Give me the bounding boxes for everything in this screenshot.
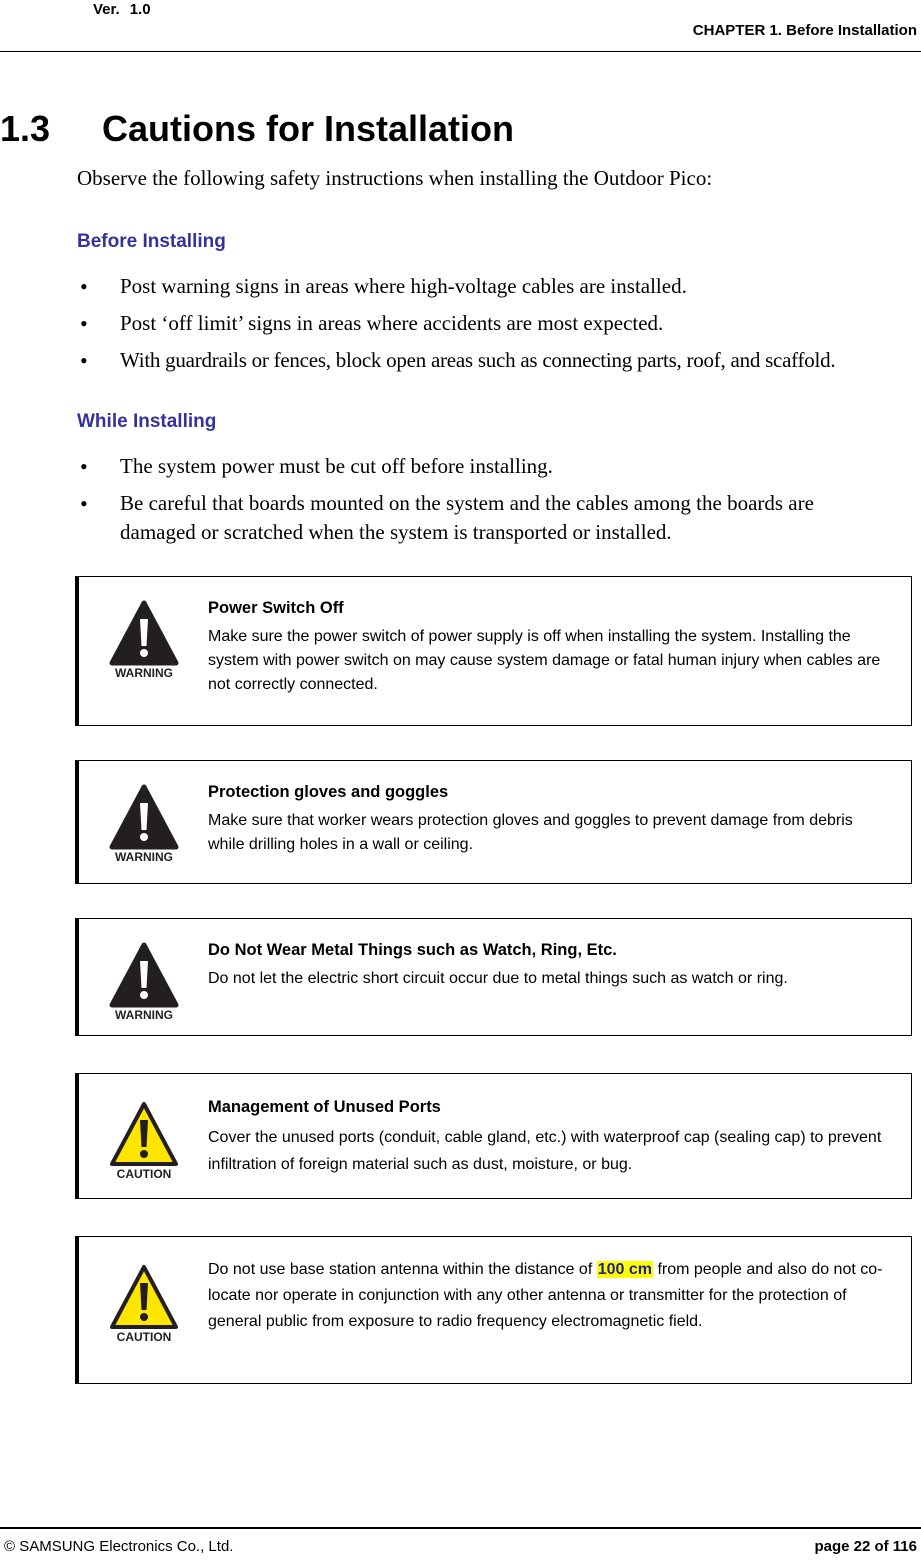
header-version — [93, 1, 151, 18]
section-number: 1.3 — [0, 108, 51, 149]
list-item: • Be careful that boards mounted on the system and the cables among the boards are damaged or scratched when the system is transported or installed. — [77, 489, 921, 547]
notice-title: Do Not Wear Metal Things such as Watch, Ring, Etc. — [208, 941, 617, 959]
sign-label: WARNING — [115, 1008, 173, 1021]
notice-text — [208, 596, 891, 697]
warning-sign-icon — [109, 599, 179, 679]
footer-copyright: © SAMSUNG Electronics Co., Ltd. — [4, 1538, 234, 1555]
notice-body: Make sure the power switch of power supply is off when installing the system. Installing the system with power switch on may cause system damage or fatal human injury when cables are not correctly connected. — [208, 628, 881, 693]
caution-sign-icon — [109, 1100, 179, 1180]
notice-text — [208, 1094, 891, 1178]
sign-label: WARNING — [115, 666, 173, 679]
notice-body: Cover the unused ports (conduit, cable gland, etc.) with waterproof cap (sealing cap) to prevent infiltration of foreign material such as dust, moisture, or bug. — [208, 1129, 882, 1173]
sign-label: CAUTION — [116, 1167, 172, 1180]
list-item: • Post ‘off limit’ signs in areas where accidents are most expected. — [77, 309, 921, 338]
footer-divider — [0, 1527, 921, 1529]
while-installing-list — [77, 452, 921, 555]
sign-label: WARNING — [115, 850, 173, 863]
notice-power-switch-off — [75, 576, 912, 726]
section-title-text: Cautions for Installation — [102, 108, 515, 149]
version-number: 1.0 — [129, 1, 151, 18]
notice-metal-things — [75, 918, 912, 1036]
header-divider — [0, 51, 921, 52]
before-installing-list — [77, 272, 921, 383]
while-installing-heading: While Installing — [77, 411, 217, 432]
warning-sign-icon — [109, 783, 179, 863]
notice-unused-ports — [75, 1073, 912, 1199]
notice-title: Protection gloves and goggles — [208, 783, 449, 801]
notice-body-before: Do not use base station antenna within the distance of — [208, 1261, 593, 1278]
caution-sign-icon — [109, 1263, 179, 1343]
notice-body-after: from people and also do not co-locate nor operate in conjunction with any other antenna or transmitter for the protection of general public from exposure to radio frequency electromagnetic field. — [208, 1261, 883, 1330]
notice-text — [208, 938, 891, 991]
notice-protection-gloves — [75, 760, 912, 884]
before-installing-heading: Before Installing — [77, 231, 226, 252]
notice-title: Power Switch Off — [208, 599, 344, 617]
footer-page-number: page 22 of 116 — [814, 1538, 917, 1555]
section-title — [0, 108, 514, 150]
list-item: • With guardrails or fences, block open areas such as connecting parts, roof, and scaffold. — [77, 346, 921, 375]
warning-sign-icon — [109, 941, 179, 1021]
notice-text — [208, 780, 891, 857]
notice-text — [208, 1257, 891, 1335]
distance-highlight: 100 cm — [597, 1261, 652, 1278]
version-label: Ver. — [93, 1, 120, 18]
notice-body: Make sure that worker wears protection gloves and goggles to prevent damage from debris while drilling holes in a wall or ceiling. — [208, 812, 853, 853]
notice-title: Management of Unused Ports — [208, 1098, 441, 1116]
section-intro: Observe the following safety instructions when installing the Outdoor Pico: — [77, 166, 713, 190]
notice-body: Do not let the electric short circuit occur due to metal things such as watch or ring. — [208, 970, 788, 987]
sign-label: CAUTION — [116, 1330, 172, 1343]
list-item: • The system power must be cut off before installing. — [77, 452, 921, 481]
notice-antenna-distance — [75, 1236, 912, 1384]
list-item: • Post warning signs in areas where high-voltage cables are installed. — [77, 272, 921, 301]
header-chapter: CHAPTER 1. Before Installation — [692, 22, 917, 39]
